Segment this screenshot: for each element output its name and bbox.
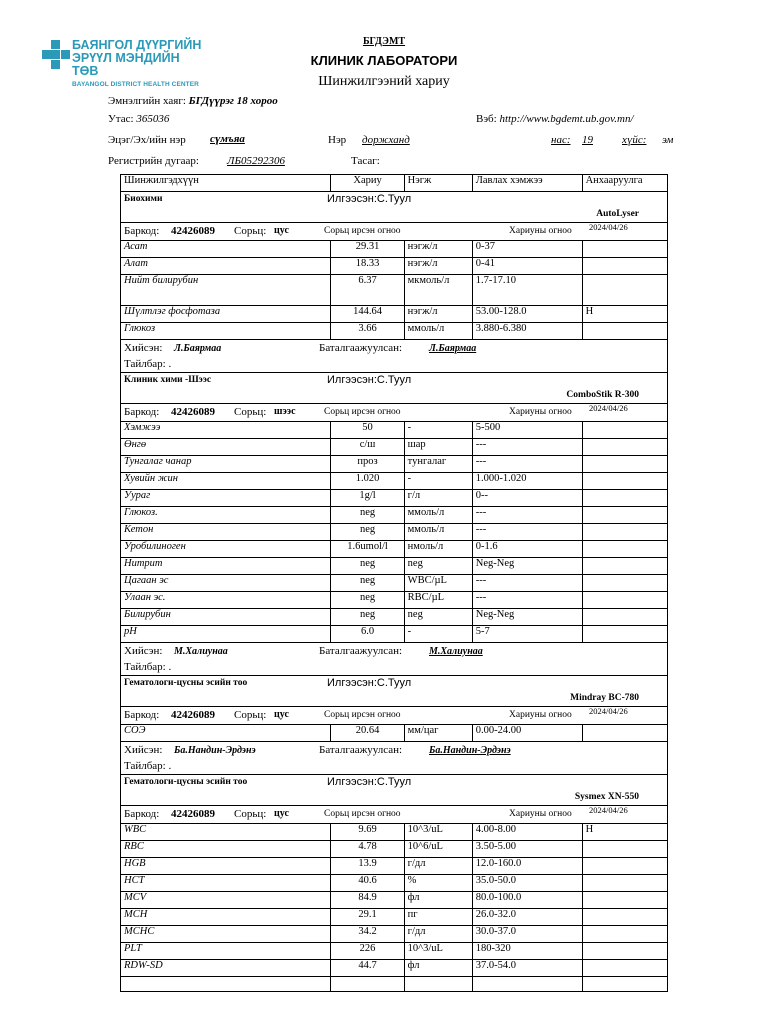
reference-range: Neg-Neg <box>472 558 582 575</box>
reference-range: --- <box>472 507 582 524</box>
reference-range: 3.50-5.00 <box>472 841 582 858</box>
barcode-value: 42426089 <box>171 709 215 721</box>
alert-flag <box>582 909 667 926</box>
reference-range: --- <box>472 439 582 456</box>
test-result: 6.0 <box>331 626 404 643</box>
table-row <box>121 592 668 609</box>
alert-flag <box>582 892 667 909</box>
surname-value: сүмъяа <box>210 133 245 145</box>
table-row <box>121 960 668 977</box>
barcode-row <box>121 404 668 422</box>
received-date-label: Сорьц ирсэн огноо <box>324 809 401 819</box>
test-result: 9.69 <box>331 824 404 841</box>
received-date-label: Сорьц ирсэн огноо <box>324 226 401 236</box>
performer-name: Л.Баярмаа <box>174 343 222 354</box>
test-result: 44.7 <box>331 960 404 977</box>
reference-range: 12.0-160.0 <box>472 858 582 875</box>
alert-flag <box>582 858 667 875</box>
table-row <box>121 473 668 490</box>
alert-flag <box>582 241 667 258</box>
reference-range: 53.00-128.0 <box>472 306 582 323</box>
reference-range: --- <box>472 592 582 609</box>
result-date: 2024/04/26 <box>589 222 628 232</box>
result-date: 2024/04/26 <box>589 403 628 413</box>
barcode-label: Баркод: <box>124 225 160 237</box>
age-label: нас: <box>551 134 571 146</box>
test-result: 29.31 <box>331 241 404 258</box>
test-result: 20.64 <box>331 725 404 742</box>
section-sender: Илгээсэн:С.Туул <box>327 677 412 689</box>
confirmer-name: Л.Баярмаа <box>429 343 477 354</box>
test-unit: WBC/µL <box>404 575 472 592</box>
test-name: Шүлтлэг фосфотаза <box>121 306 331 323</box>
sample-label: Сорьц: <box>234 709 267 721</box>
test-unit: нэгж/л <box>404 306 472 323</box>
table-row <box>121 258 668 275</box>
confirmer-label: Баталгаажуулсан: <box>319 744 403 756</box>
column-header: Нэгж <box>404 175 472 192</box>
alert-flag <box>582 258 667 275</box>
confirmer-label: Баталгаажуулсан: <box>319 645 403 657</box>
test-result: 1.020 <box>331 473 404 490</box>
column-header: Лавлах хэмжээ <box>472 175 582 192</box>
barcode-label: Баркод: <box>124 406 160 418</box>
section-title-row <box>121 676 668 707</box>
barcode-label: Баркод: <box>124 709 160 721</box>
test-unit: мм/цаг <box>404 725 472 742</box>
test-name: Цагаан эс <box>121 575 331 592</box>
test-name: Улаан эс. <box>121 592 331 609</box>
test-name: WBC <box>121 824 331 841</box>
barcode-value: 42426089 <box>171 406 215 418</box>
test-name: Тунгалаг чанар <box>121 456 331 473</box>
test-unit: фл <box>404 960 472 977</box>
test-name: Асат <box>121 241 331 258</box>
test-unit: тунгалаг <box>404 456 472 473</box>
alert-flag <box>582 558 667 575</box>
test-name: pH <box>121 626 331 643</box>
section-device: ComboStik R-300 <box>566 390 639 400</box>
test-unit: нэгж/л <box>404 241 472 258</box>
alert-flag <box>582 439 667 456</box>
sample-value: цус <box>274 225 289 236</box>
test-result: neg <box>331 507 404 524</box>
test-name: PLT <box>121 943 331 960</box>
test-unit: ммоль/л <box>404 323 472 340</box>
table-row <box>121 875 668 892</box>
result-date: 2024/04/26 <box>589 805 628 815</box>
barcode-row <box>121 223 668 241</box>
confirmer-label: Баталгаажуулсан: <box>319 342 403 354</box>
test-unit: г/дл <box>404 858 472 875</box>
performer-label: Хийсэн: <box>124 645 163 657</box>
barcode-value: 42426089 <box>171 225 215 237</box>
sex-label: хүйс: <box>622 134 647 146</box>
test-unit: 10^3/uL <box>404 824 472 841</box>
table-row <box>121 725 668 742</box>
alert-flag <box>582 841 667 858</box>
signature-row <box>121 340 668 373</box>
alert-flag <box>582 626 667 643</box>
note-label: Тайлбар: . <box>124 661 172 673</box>
results-table <box>120 174 668 992</box>
result-date-label: Хариуны огноо <box>509 226 572 236</box>
table-row <box>121 558 668 575</box>
sample-label: Сорьц: <box>234 808 267 820</box>
test-unit: 10^3/uL <box>404 943 472 960</box>
sample-label: Сорьц: <box>234 406 267 418</box>
surname-label: Эцэг/Эх/ийн нэр <box>108 134 186 146</box>
logo-line3: BAYANGOL DISTRICT HEALTH CENTER <box>72 81 199 88</box>
reference-range: 37.0-54.0 <box>472 960 582 977</box>
test-result: 40.6 <box>331 875 404 892</box>
test-name: HGB <box>121 858 331 875</box>
performer-name: Ба.Нандин-Эрдэнэ <box>174 745 256 756</box>
name-label: Нэр <box>328 134 347 146</box>
alert-flag <box>582 725 667 742</box>
test-name: Алат <box>121 258 331 275</box>
test-name: Хэмжээ <box>121 422 331 439</box>
test-unit: мкмоль/л <box>404 275 472 306</box>
test-result: проз <box>331 456 404 473</box>
alert-flag <box>582 323 667 340</box>
test-unit: нмоль/л <box>404 541 472 558</box>
alert-flag <box>582 926 667 943</box>
sample-value: цус <box>274 808 289 819</box>
table-row <box>121 541 668 558</box>
test-result: 34.2 <box>331 926 404 943</box>
sample-label: Сорьц: <box>234 225 267 237</box>
hospital-address: Эмнэлгийн хаяг: БГДүүрэг 18 хороо <box>108 95 278 107</box>
test-result: neg <box>331 609 404 626</box>
test-name: Кетон <box>121 524 331 541</box>
reference-range: 26.0-32.0 <box>472 909 582 926</box>
test-name: Нийт билирубин <box>121 275 331 306</box>
test-result: 144.64 <box>331 306 404 323</box>
section-sender: Илгээсэн:С.Туул <box>327 374 412 386</box>
column-header: Анхааруулга <box>582 175 667 192</box>
age-value: 19 <box>582 134 593 146</box>
test-name: Өнгө <box>121 439 331 456</box>
test-name: Уураг <box>121 490 331 507</box>
test-result: 18.33 <box>331 258 404 275</box>
table-row <box>121 926 668 943</box>
sample-value: цус <box>274 709 289 720</box>
reference-range: 5-7 <box>472 626 582 643</box>
alert-flag <box>582 473 667 490</box>
reference-range: 4.00-8.00 <box>472 824 582 841</box>
barcode-label: Баркод: <box>124 808 160 820</box>
table-header-row <box>121 175 668 192</box>
test-name: MCHC <box>121 926 331 943</box>
reference-range: 3.880-6.380 <box>472 323 582 340</box>
alert-flag <box>582 592 667 609</box>
alert-flag <box>582 960 667 977</box>
test-unit: нэгж/л <box>404 258 472 275</box>
test-result: с/ш <box>331 439 404 456</box>
section-name: Клиник хими -Шээс <box>124 375 212 385</box>
reference-range: 1.7-17.10 <box>472 275 582 306</box>
logo-line1: БАЯНГОЛ ДҮҮРГИЙН <box>72 38 202 52</box>
test-unit: - <box>404 422 472 439</box>
column-header: Хариу <box>331 175 404 192</box>
test-name: MCV <box>121 892 331 909</box>
table-row <box>121 841 668 858</box>
test-unit: фл <box>404 892 472 909</box>
page-title: КЛИНИК ЛАБОРАТОРИ <box>310 53 458 68</box>
logo-line2: ЭРҮҮЛ МЭНДИЙН ТӨВ <box>72 51 180 78</box>
alert-flag: H <box>582 824 667 841</box>
table-row <box>121 892 668 909</box>
test-result: 4.78 <box>331 841 404 858</box>
section-title-row <box>121 775 668 806</box>
test-unit: neg <box>404 609 472 626</box>
test-unit: пг <box>404 909 472 926</box>
website: Вэб: http://www.bgdemt.ub.gov.mn/ <box>476 113 634 125</box>
performer-name: М.Халиунаа <box>174 646 228 657</box>
section-title-row <box>121 192 668 223</box>
test-name: Глюкоз <box>121 323 331 340</box>
section-name: Гематологи-цусны эсийн тоо <box>124 678 248 688</box>
test-name: MCH <box>121 909 331 926</box>
table-row <box>121 943 668 960</box>
received-date-label: Сорьц ирсэн огноо <box>324 407 401 417</box>
alert-flag <box>582 507 667 524</box>
section-device: AutoLyser <box>596 209 639 219</box>
confirmer-name: М.Халиунаа <box>429 646 483 657</box>
table-row <box>121 490 668 507</box>
reference-range: 30.0-37.0 <box>472 926 582 943</box>
test-unit: г/л <box>404 490 472 507</box>
test-name: Уробилиноген <box>121 541 331 558</box>
table-row <box>121 422 668 439</box>
received-date-label: Сорьц ирсэн огноо <box>324 710 401 720</box>
table-row <box>121 456 668 473</box>
section-name: Биохими <box>124 194 163 204</box>
table-row <box>121 609 668 626</box>
alert-flag <box>582 875 667 892</box>
signature-row <box>121 643 668 676</box>
test-name: HCT <box>121 875 331 892</box>
test-result: 50 <box>331 422 404 439</box>
reference-range: --- <box>472 524 582 541</box>
test-unit: г/дл <box>404 926 472 943</box>
org-name: БГДЭМТ <box>362 36 406 47</box>
test-result: neg <box>331 524 404 541</box>
reference-range: 0.00-24.00 <box>472 725 582 742</box>
reference-range: 1.000-1.020 <box>472 473 582 490</box>
reference-range: 35.0-50.0 <box>472 875 582 892</box>
test-result: neg <box>331 575 404 592</box>
reference-range: 0-- <box>472 490 582 507</box>
table-row <box>121 241 668 258</box>
reference-range: Neg-Neg <box>472 609 582 626</box>
test-result: 84.9 <box>331 892 404 909</box>
performer-label: Хийсэн: <box>124 342 163 354</box>
test-result: 1g/l <box>331 490 404 507</box>
test-name: Билирубин <box>121 609 331 626</box>
phone: Утас: 365036 <box>108 113 170 125</box>
test-result: neg <box>331 558 404 575</box>
test-name: RDW-SD <box>121 960 331 977</box>
table-row <box>121 909 668 926</box>
reference-range: --- <box>472 575 582 592</box>
test-result: neg <box>331 592 404 609</box>
section-sender: Илгээсэн:С.Туул <box>327 193 412 205</box>
result-date-label: Хариуны огноо <box>509 809 572 819</box>
section-device: Mindray BC-780 <box>570 693 639 703</box>
table-row <box>121 439 668 456</box>
register-label: Регистрийн дугаар: <box>108 155 199 167</box>
test-unit: RBC/µL <box>404 592 472 609</box>
test-unit: шар <box>404 439 472 456</box>
section-title-row <box>121 373 668 404</box>
test-unit: ммоль/л <box>404 507 472 524</box>
test-result: 1.6umol/l <box>331 541 404 558</box>
table-row <box>121 575 668 592</box>
test-name: RBC <box>121 841 331 858</box>
performer-label: Хийсэн: <box>124 744 163 756</box>
test-result: 29.1 <box>331 909 404 926</box>
test-name: СОЭ <box>121 725 331 742</box>
test-unit: 10^6/uL <box>404 841 472 858</box>
table-row <box>121 858 668 875</box>
page-subtitle: Шинжилгээний хариу <box>318 74 450 89</box>
table-row <box>121 275 668 306</box>
test-name: Глюкоз. <box>121 507 331 524</box>
test-unit: - <box>404 473 472 490</box>
test-unit: % <box>404 875 472 892</box>
test-result: 3.66 <box>331 323 404 340</box>
barcode-row <box>121 707 668 725</box>
test-unit: neg <box>404 558 472 575</box>
reference-range: 80.0-100.0 <box>472 892 582 909</box>
test-result: 13.9 <box>331 858 404 875</box>
table-row <box>121 306 668 323</box>
table-row <box>121 824 668 841</box>
alert-flag <box>582 490 667 507</box>
barcode-row <box>121 806 668 824</box>
alert-flag <box>582 524 667 541</box>
section-name: Гематологи-цусны эсийн тоо <box>124 777 248 787</box>
reference-range: --- <box>472 456 582 473</box>
alert-flag <box>582 275 667 306</box>
result-date-label: Хариуны огноо <box>509 407 572 417</box>
confirmer-name: Ба.Нандин-Эрдэнэ <box>429 745 511 756</box>
barcode-value: 42426089 <box>171 808 215 820</box>
alert-flag <box>582 943 667 960</box>
sample-value: шээс <box>274 406 296 417</box>
test-unit: - <box>404 626 472 643</box>
test-unit: ммоль/л <box>404 524 472 541</box>
register-value: ЛБ05292306 <box>227 155 285 167</box>
section-device: Sysmex XN-550 <box>574 792 639 802</box>
alert-flag <box>582 609 667 626</box>
alert-flag <box>582 541 667 558</box>
table-row <box>121 524 668 541</box>
test-name: Хувийн жин <box>121 473 331 490</box>
section-sender: Илгээсэн:С.Туул <box>327 776 412 788</box>
signature-row <box>121 742 668 775</box>
test-name: Нитрит <box>121 558 331 575</box>
reference-range: 0-37 <box>472 241 582 258</box>
table-row <box>121 977 668 992</box>
reference-range: 5-500 <box>472 422 582 439</box>
test-result: 6.37 <box>331 275 404 306</box>
table-row <box>121 323 668 340</box>
note-label: Тайлбар: . <box>124 760 172 772</box>
test-result: 226 <box>331 943 404 960</box>
alert-flag <box>582 456 667 473</box>
result-date-label: Хариуны огноо <box>509 710 572 720</box>
sex-value: эм <box>662 134 674 146</box>
column-header: Шинжилгэдхүүн <box>121 175 331 192</box>
reference-range: 0-41 <box>472 258 582 275</box>
alert-flag: H <box>582 306 667 323</box>
department-label: Тасаг: <box>351 155 380 167</box>
reference-range: 180-320 <box>472 943 582 960</box>
result-date: 2024/04/26 <box>589 706 628 716</box>
alert-flag <box>582 422 667 439</box>
name-value: доржханд <box>362 134 410 146</box>
alert-flag <box>582 575 667 592</box>
reference-range: 0-1.6 <box>472 541 582 558</box>
note-label: Тайлбар: . <box>124 358 172 370</box>
table-row <box>121 626 668 643</box>
table-row <box>121 507 668 524</box>
